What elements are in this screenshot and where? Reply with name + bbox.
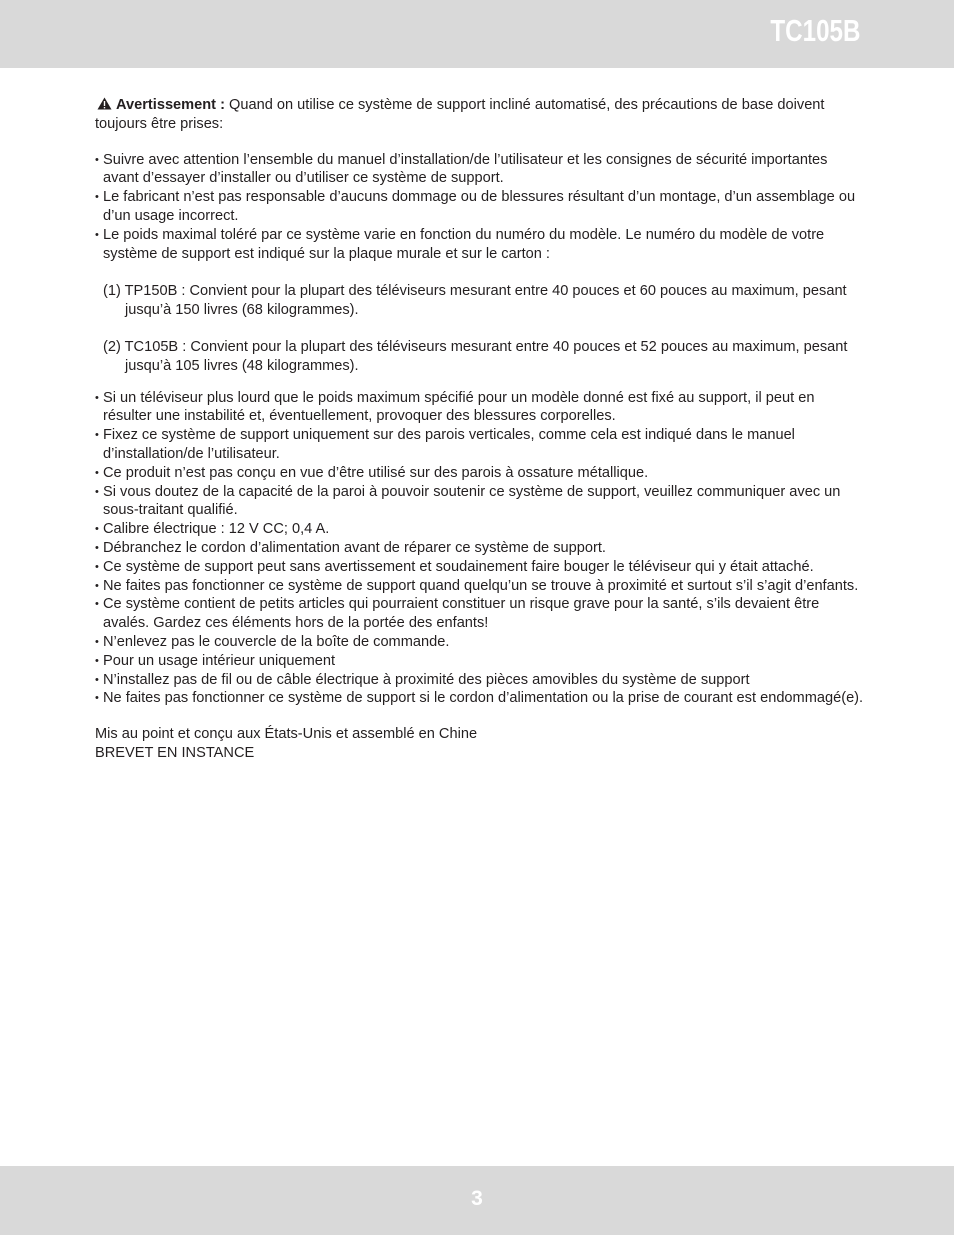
- page-number: 3: [471, 1187, 483, 1210]
- list-item: • Ce système de support peut sans avertissement et soudainement faire bouger le téléviseur qui y était attaché.: [95, 558, 814, 575]
- list-item: • Calibre électrique : 12 V CC; 0,4 A.: [95, 521, 330, 538]
- list-item: • Si un téléviseur plus lourd que le poids maximum spécifié pour un modèle donné est fixé au support, il peut en résulter une instabilité et, éventuellement, provoquer des blessures corporelles.: [95, 389, 815, 425]
- list-item: • Si vous doutez de la capacité de la paroi à pouvoir soutenir ce système de support, veuillez communiquer avec un sous-traitant qualifié.: [95, 483, 841, 519]
- list-item: • Ne faites pas fonctionner ce système de support si le cordon d’alimentation ou la prise de courant est endommagé(e).: [95, 690, 864, 707]
- list-item: • Ce produit n’est pas conçu en vue d’être utilisé sur des parois à ossature métallique.: [95, 464, 649, 481]
- list-item: • Le fabricant n’est pas responsable d’aucuns dommage ou de blessures résultant d’un montage, d’un assemblage ou d’un usage incorrect.: [95, 189, 856, 224]
- bullet-list-general: [95, 151, 865, 264]
- warning-label: Avertissement :: [116, 97, 225, 113]
- list-item: • Ce système contient de petits articles qui pourraient constituer un risque grave pour la santé, s’ils devaient être avalés. Gardez ces éléments hors de la portée des enfants!: [95, 596, 820, 632]
- model-title: TC105B: [769, 13, 860, 48]
- list-item: • N’installez pas de fil ou de câble électrique à proximité des pièces amovibles du système de support: [95, 671, 750, 688]
- list-item: • Le poids maximal toléré par ce système varie en fonction du numéro du modèle. Le numéro du modèle de votre système de support est indiqué sur la plaque murale et sur le carton :: [95, 226, 825, 262]
- list-item: • Fixez ce système de support uniquement sur des parois verticales, comme cela est indiqué dans le manuel d’installation/de l’utilisateur.: [95, 427, 795, 462]
- list-item: • Suivre avec attention l’ensemble du manuel d’installation/de l’utilisateur et les consignes de sécurité importantes avant d’essayer d’installer ou d’utiliser ce système de support.: [95, 151, 828, 187]
- warning-text: Quand on utilise ce système de support incliné automatisé, des précautions de base doivent toujours être prises:: [95, 97, 825, 132]
- list-item: • N’enlevez pas le couvercle de la boîte de commande.: [95, 633, 450, 650]
- model-item-tp150b: (1) TP150B : Convient pour la plupart des téléviseurs mesurant entre 40 pouces et 60 pouces au maximum, pesant jusqu’à 150 livres (68 kilogrammes).: [103, 283, 847, 319]
- warning-paragraph: [95, 96, 865, 134]
- list-item: • Ne faites pas fonctionner ce système de support quand quelqu’un se trouve à proximité et surtout s’il s’agit d’enfants.: [95, 577, 859, 594]
- header-band: [0, 0, 954, 68]
- model-item-tc105b: (2) TC105B : Convient pour la plupart des téléviseurs mesurant entre 40 pouces et 52 pouces au maximum, pesant jusqu’à 105 livres (48 kilogrammes).: [103, 338, 848, 374]
- list-item: • Pour un usage intérieur uniquement: [95, 652, 336, 669]
- list-item: • Débranchez le cordon d’alimentation avant de réparer ce système de support.: [95, 539, 606, 556]
- footer-band: [0, 1166, 954, 1235]
- page-content: [95, 96, 865, 763]
- bullet-list-safety: [95, 389, 865, 709]
- warning-triangle-icon: [97, 97, 112, 110]
- origin-statement: Mis au point et conçu aux États-Unis et assemblé en Chine: [95, 726, 478, 743]
- patent-statement: BREVET EN INSTANCE: [95, 744, 255, 761]
